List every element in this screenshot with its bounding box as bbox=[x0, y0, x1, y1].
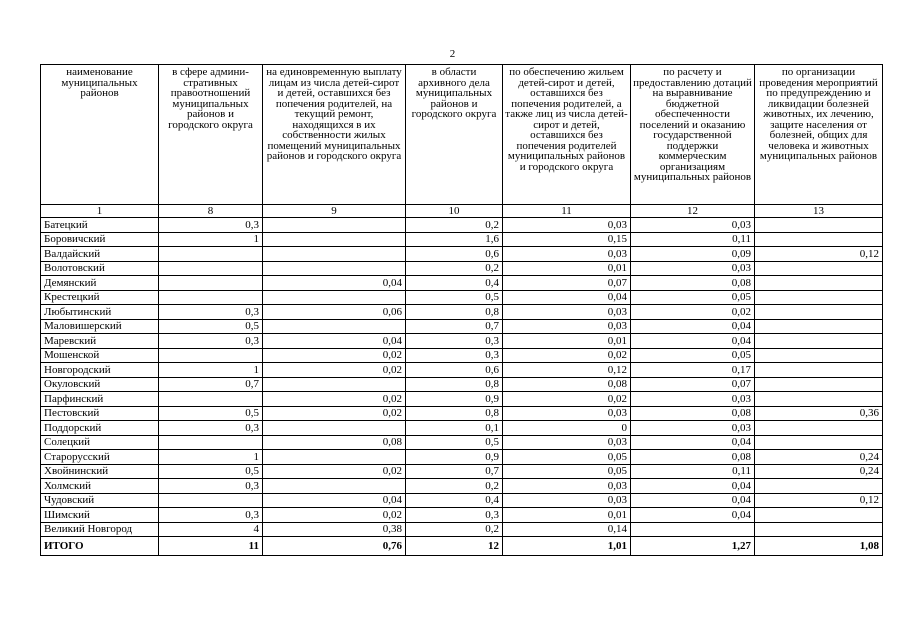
table-row bbox=[41, 464, 883, 479]
value-cell: 0,07 bbox=[503, 276, 631, 291]
header-cell: по обеспечению жильем детей-сирот и детей, оставшихся без попечения родителей, а также лиц из числа детей-сирот и детей, оставшихся без попечения родителей муниципальных районов и городского округа bbox=[503, 65, 631, 205]
value-cell: 0,9 bbox=[406, 392, 503, 407]
total-cell: 1,01 bbox=[503, 537, 631, 556]
total-label: ИТОГО bbox=[41, 537, 159, 556]
value-cell: 0,3 bbox=[159, 508, 263, 523]
district-name: Окуловский bbox=[41, 377, 159, 392]
value-cell: 0,8 bbox=[406, 305, 503, 320]
header-cell: наименование муниципальных районов bbox=[41, 65, 159, 205]
value-cell bbox=[755, 348, 883, 363]
value-cell: 0,06 bbox=[263, 305, 406, 320]
table-row bbox=[41, 232, 883, 247]
table-row bbox=[41, 522, 883, 537]
value-cell: 0,1 bbox=[406, 421, 503, 436]
value-cell: 0,03 bbox=[503, 406, 631, 421]
value-cell bbox=[263, 290, 406, 305]
value-cell: 0,02 bbox=[263, 348, 406, 363]
district-name: Маловишерский bbox=[41, 319, 159, 334]
value-cell: 0,12 bbox=[503, 363, 631, 378]
value-cell bbox=[263, 247, 406, 262]
value-cell: 0,03 bbox=[631, 218, 755, 233]
value-cell: 0,5 bbox=[159, 406, 263, 421]
value-cell: 0,04 bbox=[263, 493, 406, 508]
value-cell: 0,2 bbox=[406, 479, 503, 494]
table-row bbox=[41, 392, 883, 407]
value-cell bbox=[755, 508, 883, 523]
value-cell: 0,12 bbox=[755, 247, 883, 262]
table-row bbox=[41, 450, 883, 465]
value-cell: 0,05 bbox=[503, 450, 631, 465]
value-cell: 0,02 bbox=[263, 508, 406, 523]
value-cell: 0,7 bbox=[159, 377, 263, 392]
table-row bbox=[41, 247, 883, 262]
value-cell: 0,03 bbox=[503, 435, 631, 450]
table-row bbox=[41, 319, 883, 334]
column-number: 13 bbox=[755, 205, 883, 218]
value-cell: 0,04 bbox=[503, 290, 631, 305]
value-cell: 0,01 bbox=[503, 334, 631, 349]
value-cell: 0,4 bbox=[406, 276, 503, 291]
table-row bbox=[41, 290, 883, 305]
value-cell: 0,08 bbox=[263, 435, 406, 450]
value-cell bbox=[263, 479, 406, 494]
column-number: 12 bbox=[631, 205, 755, 218]
value-cell: 0,14 bbox=[503, 522, 631, 537]
district-name: Любытинский bbox=[41, 305, 159, 320]
value-cell: 0,11 bbox=[631, 232, 755, 247]
column-number: 10 bbox=[406, 205, 503, 218]
value-cell: 0,04 bbox=[631, 508, 755, 523]
value-cell: 0,12 bbox=[755, 493, 883, 508]
value-cell: 0,03 bbox=[631, 392, 755, 407]
value-cell: 0,05 bbox=[631, 290, 755, 305]
table-row bbox=[41, 479, 883, 494]
value-cell bbox=[159, 493, 263, 508]
column-number: 8 bbox=[159, 205, 263, 218]
district-name: Боровичский bbox=[41, 232, 159, 247]
value-cell: 0,3 bbox=[159, 421, 263, 436]
value-cell: 0,04 bbox=[631, 334, 755, 349]
district-name: Новгородский bbox=[41, 363, 159, 378]
value-cell: 0,03 bbox=[503, 218, 631, 233]
total-cell: 12 bbox=[406, 537, 503, 556]
value-cell bbox=[263, 261, 406, 276]
value-cell: 0,3 bbox=[406, 508, 503, 523]
page-number: 2 bbox=[449, 48, 456, 60]
value-cell: 0,02 bbox=[263, 392, 406, 407]
value-cell bbox=[159, 435, 263, 450]
value-cell bbox=[755, 363, 883, 378]
value-cell: 0,03 bbox=[503, 247, 631, 262]
value-cell bbox=[755, 479, 883, 494]
value-cell: 0,3 bbox=[159, 218, 263, 233]
value-cell: 0,02 bbox=[263, 406, 406, 421]
value-cell: 0,03 bbox=[503, 479, 631, 494]
value-cell: 0,3 bbox=[159, 305, 263, 320]
column-number: 11 bbox=[503, 205, 631, 218]
value-cell bbox=[159, 247, 263, 262]
table-row bbox=[41, 493, 883, 508]
value-cell: 0,04 bbox=[631, 435, 755, 450]
value-cell: 0,3 bbox=[406, 334, 503, 349]
table-row bbox=[41, 421, 883, 436]
value-cell bbox=[755, 218, 883, 233]
district-name: Парфинский bbox=[41, 392, 159, 407]
district-name: Старорусский bbox=[41, 450, 159, 465]
value-cell: 0,8 bbox=[406, 406, 503, 421]
value-cell bbox=[755, 435, 883, 450]
value-cell: 0,3 bbox=[159, 334, 263, 349]
value-cell: 0,2 bbox=[406, 522, 503, 537]
value-cell: 0,03 bbox=[631, 261, 755, 276]
table-row bbox=[41, 406, 883, 421]
table-row bbox=[41, 435, 883, 450]
value-cell: 0,24 bbox=[755, 450, 883, 465]
value-cell: 0,05 bbox=[631, 348, 755, 363]
district-name: Холмский bbox=[41, 479, 159, 494]
value-cell: 0,11 bbox=[631, 464, 755, 479]
district-name: Крестецкий bbox=[41, 290, 159, 305]
district-name: Батецкий bbox=[41, 218, 159, 233]
value-cell bbox=[631, 522, 755, 537]
value-cell: 0,7 bbox=[406, 464, 503, 479]
value-cell bbox=[159, 261, 263, 276]
value-cell: 0,04 bbox=[631, 319, 755, 334]
value-cell: 0,04 bbox=[263, 276, 406, 291]
value-cell: 0 bbox=[503, 421, 631, 436]
district-name: Демянский bbox=[41, 276, 159, 291]
value-cell: 0,15 bbox=[503, 232, 631, 247]
value-cell: 0,02 bbox=[263, 464, 406, 479]
total-row bbox=[41, 537, 883, 556]
value-cell: 0,6 bbox=[406, 363, 503, 378]
district-name: Волотовский bbox=[41, 261, 159, 276]
value-cell: 0,08 bbox=[631, 276, 755, 291]
district-name: Хвойнинский bbox=[41, 464, 159, 479]
header-cell: по расчету и предоставлению дотаций на выравнивание бюджетной обеспеченности поселений и оказанию государственной поддержки коммерческим организациям муниципальных районов bbox=[631, 65, 755, 205]
value-cell: 0,08 bbox=[631, 406, 755, 421]
value-cell bbox=[755, 232, 883, 247]
value-cell: 0,8 bbox=[406, 377, 503, 392]
value-cell bbox=[755, 276, 883, 291]
value-cell: 0,02 bbox=[503, 392, 631, 407]
value-cell: 0,9 bbox=[406, 450, 503, 465]
table-row bbox=[41, 363, 883, 378]
header-cell: на единовременную выплату лицам из числа детей-сирот и детей, оставшихся без попечения родителей, на текущий ремонт, находящихся в их собственности жилых помещений муниципальных районов и городского округа bbox=[263, 65, 406, 205]
value-cell bbox=[263, 377, 406, 392]
table-row bbox=[41, 334, 883, 349]
value-cell: 0,5 bbox=[406, 290, 503, 305]
table-row bbox=[41, 305, 883, 320]
value-cell: 0,02 bbox=[631, 305, 755, 320]
value-cell: 0,02 bbox=[503, 348, 631, 363]
total-cell: 1,08 bbox=[755, 537, 883, 556]
value-cell: 0,2 bbox=[406, 261, 503, 276]
distribution-table bbox=[40, 64, 883, 556]
district-name: Солецкий bbox=[41, 435, 159, 450]
table-row bbox=[41, 348, 883, 363]
value-cell: 0,04 bbox=[631, 479, 755, 494]
value-cell: 0,07 bbox=[631, 377, 755, 392]
value-cell: 0,04 bbox=[263, 334, 406, 349]
value-cell: 0,3 bbox=[406, 348, 503, 363]
total-cell: 1,27 bbox=[631, 537, 755, 556]
table-row bbox=[41, 261, 883, 276]
value-cell: 0,09 bbox=[631, 247, 755, 262]
value-cell bbox=[263, 319, 406, 334]
value-cell: 0,03 bbox=[503, 319, 631, 334]
value-cell: 0,08 bbox=[503, 377, 631, 392]
district-name: Великий Новгород bbox=[41, 522, 159, 537]
value-cell bbox=[755, 421, 883, 436]
district-name: Чудовский bbox=[41, 493, 159, 508]
header-row bbox=[41, 65, 883, 205]
value-cell: 0,38 bbox=[263, 522, 406, 537]
value-cell: 0,03 bbox=[503, 305, 631, 320]
value-cell: 0,02 bbox=[263, 363, 406, 378]
value-cell bbox=[159, 348, 263, 363]
table-row bbox=[41, 508, 883, 523]
district-name: Поддорский bbox=[41, 421, 159, 436]
value-cell: 0,3 bbox=[159, 479, 263, 494]
value-cell bbox=[159, 392, 263, 407]
header-cell: по организации проведения мероприятий по предупреждению и ликвидации болезней животных, их лечению, защите населения от болезней, общих для человека и животных муниципальных районов bbox=[755, 65, 883, 205]
value-cell: 0,5 bbox=[406, 435, 503, 450]
value-cell bbox=[755, 522, 883, 537]
value-cell bbox=[263, 232, 406, 247]
value-cell: 0,6 bbox=[406, 247, 503, 262]
value-cell bbox=[755, 392, 883, 407]
table-row bbox=[41, 218, 883, 233]
table-body bbox=[41, 218, 883, 537]
header-cell: в сфере админи-стративных правоотношений муниципальных районов и городского округа bbox=[159, 65, 263, 205]
district-name: Маревский bbox=[41, 334, 159, 349]
header-cell: в области архивного дела муниципальных районов и городского округа bbox=[406, 65, 503, 205]
value-cell: 0,04 bbox=[631, 493, 755, 508]
value-cell bbox=[755, 261, 883, 276]
value-cell: 1 bbox=[159, 363, 263, 378]
value-cell bbox=[755, 319, 883, 334]
value-cell: 0,01 bbox=[503, 261, 631, 276]
value-cell bbox=[755, 377, 883, 392]
district-name: Валдайский bbox=[41, 247, 159, 262]
value-cell: 0,36 bbox=[755, 406, 883, 421]
value-cell bbox=[263, 421, 406, 436]
value-cell bbox=[159, 276, 263, 291]
value-cell: 0,5 bbox=[159, 464, 263, 479]
value-cell: 0,4 bbox=[406, 493, 503, 508]
table-row bbox=[41, 377, 883, 392]
value-cell: 4 bbox=[159, 522, 263, 537]
value-cell: 1 bbox=[159, 450, 263, 465]
value-cell bbox=[755, 305, 883, 320]
district-name: Шимский bbox=[41, 508, 159, 523]
value-cell bbox=[755, 290, 883, 305]
value-cell: 0,17 bbox=[631, 363, 755, 378]
value-cell: 0,01 bbox=[503, 508, 631, 523]
total-cell: 11 bbox=[159, 537, 263, 556]
column-number: 1 bbox=[41, 205, 159, 218]
total-cell: 0,76 bbox=[263, 537, 406, 556]
value-cell: 1 bbox=[159, 232, 263, 247]
column-number-row bbox=[41, 205, 883, 218]
value-cell bbox=[755, 334, 883, 349]
value-cell: 1,6 bbox=[406, 232, 503, 247]
value-cell: 0,24 bbox=[755, 464, 883, 479]
value-cell: 0,03 bbox=[631, 421, 755, 436]
value-cell bbox=[263, 450, 406, 465]
value-cell: 0,05 bbox=[503, 464, 631, 479]
district-name: Мошенской bbox=[41, 348, 159, 363]
value-cell bbox=[263, 218, 406, 233]
value-cell: 0,7 bbox=[406, 319, 503, 334]
column-number: 9 bbox=[263, 205, 406, 218]
district-name: Пестовский bbox=[41, 406, 159, 421]
value-cell bbox=[159, 290, 263, 305]
value-cell: 0,2 bbox=[406, 218, 503, 233]
value-cell: 0,5 bbox=[159, 319, 263, 334]
value-cell: 0,08 bbox=[631, 450, 755, 465]
value-cell: 0,03 bbox=[503, 493, 631, 508]
table-row bbox=[41, 276, 883, 291]
